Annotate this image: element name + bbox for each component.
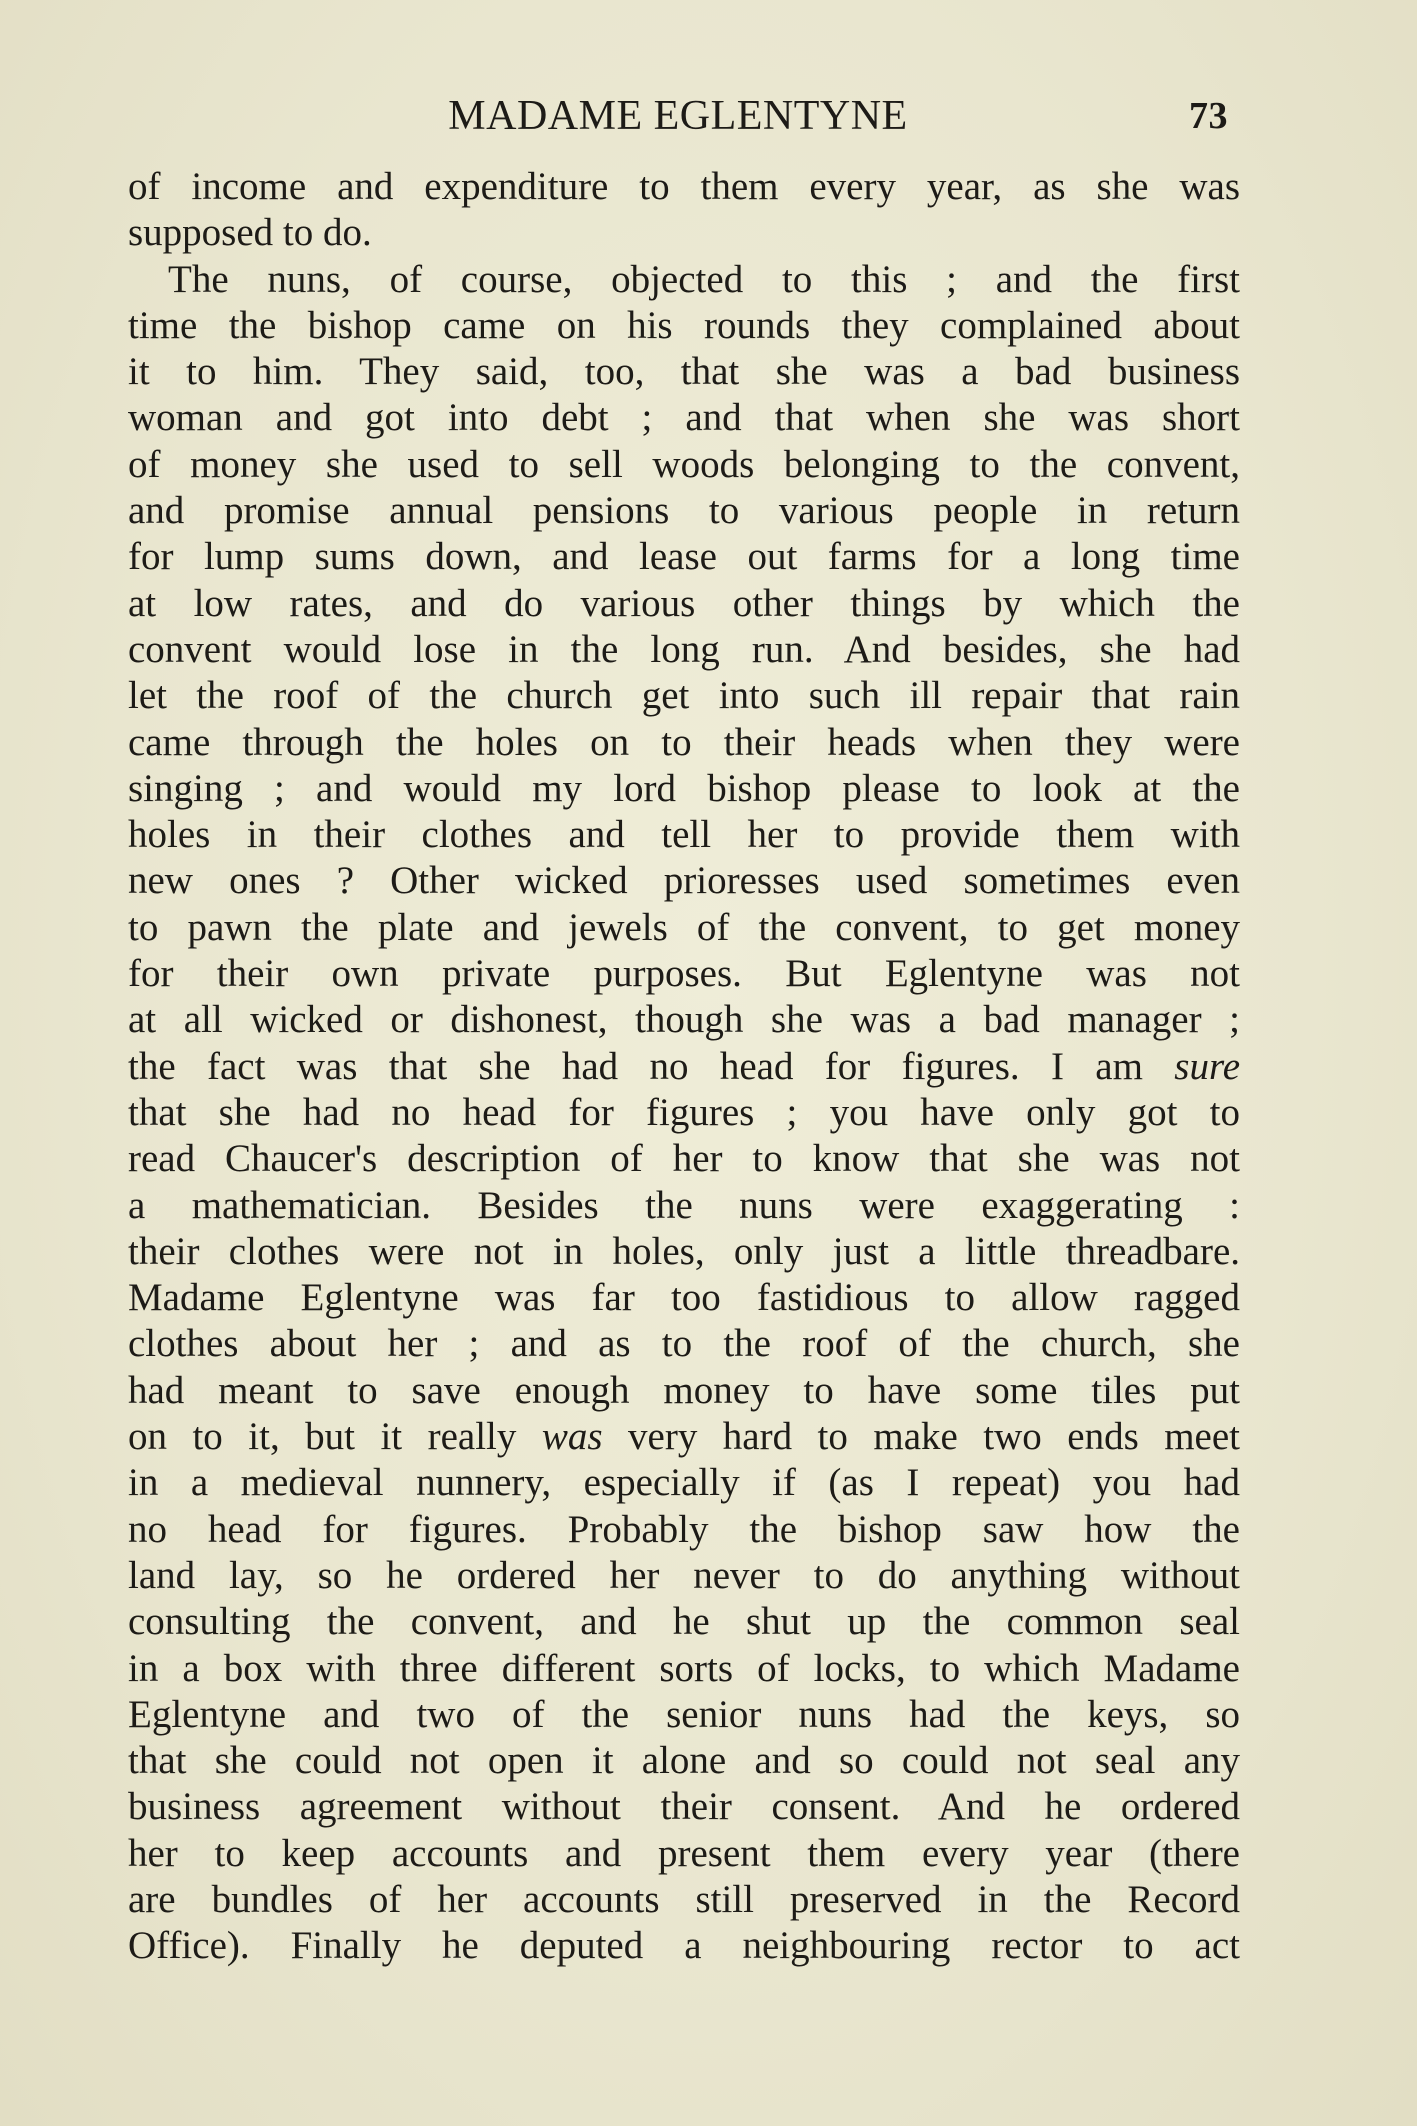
emphasized-word: sure [1174, 1044, 1240, 1088]
text-line: had meant to save enough money to have some tiles put [128, 1368, 1240, 1412]
text-segment: the fact was that she had no head for figures. I am [128, 1044, 1143, 1088]
text-line: are bundles of her accounts still preserved in the Record [128, 1877, 1240, 1921]
text-line: of money she used to sell woods belonging to the convent, [128, 442, 1240, 486]
text-line: to pawn the plate and jewels of the convent, to get money [128, 905, 1240, 949]
running-title: MADAME EGLENTYNE [448, 93, 908, 139]
text-line: for lump sums down, and lease out farms for a long time [128, 535, 1240, 579]
text-line: of income and expenditure to them every year, as she was [128, 165, 1240, 208]
text-line: clothes about her ; and as to the roof of the church, she [128, 1322, 1240, 1366]
text-line: her to keep accounts and present them every year (there [128, 1831, 1240, 1875]
text-line: consulting the convent, and he shut up the common seal [128, 1600, 1240, 1644]
text-line: that she could not open it alone and so could not seal any [128, 1739, 1240, 1783]
text-line: at low rates, and do various other things by which the [128, 581, 1240, 625]
text-segment: on to it, but it really [128, 1415, 517, 1459]
text-line: no head for figures. Probably the bishop saw how the [128, 1507, 1240, 1551]
emphasized-word: was [541, 1415, 603, 1459]
text-line: let the roof of the church get into such ill repair that rain [128, 674, 1240, 718]
text-line: holes in their clothes and tell her to provide them with [128, 813, 1240, 857]
text-line: land lay, so he ordered her never to do anything without [128, 1553, 1240, 1597]
text-line: The nuns, of course, objected to this ; and the first [168, 257, 1240, 301]
text-line [128, 1044, 1240, 1090]
text-line: Madame Eglentyne was far too fastidious to allow ragged [128, 1276, 1240, 1320]
text-line: business agreement without their consent. And he ordered [128, 1785, 1240, 1829]
page-number: 73 [1189, 95, 1228, 137]
text-line: convent would lose in the long run. And besides, she had [128, 627, 1240, 671]
text-line: read Chaucer's description of her to know that she was not [128, 1137, 1240, 1181]
text-line [128, 1414, 1240, 1460]
text-line: new ones ? Other wicked prioresses used sometimes even [128, 859, 1240, 903]
text-line: Office). Finally he deputed a neighbouring rector to act [128, 1924, 1240, 1968]
running-head [128, 88, 1228, 144]
text-line: that she had no head for figures ; you have only got to [128, 1090, 1240, 1134]
text-line: singing ; and would my lord bishop please to look at the [128, 766, 1240, 810]
text-line: came through the holes on to their heads when they were [128, 720, 1240, 764]
text-line: Eglentyne and two of the senior nuns had the keys, so [128, 1692, 1240, 1736]
text-line: a mathematician. Besides the nuns were exaggerating : [128, 1183, 1240, 1227]
text-line: time the bishop came on his rounds they complained about [128, 303, 1240, 347]
text-line: woman and got into debt ; and that when she was short [128, 396, 1240, 440]
text-line: in a medieval nunnery, especially if (as I repeat) you had [128, 1461, 1240, 1505]
body-text [128, 164, 1240, 1970]
text-line: and promise annual pensions to various people in return [128, 489, 1240, 533]
text-line: at all wicked or dishonest, though she was a bad manager ; [128, 998, 1240, 1042]
text-line: their clothes were not in holes, only just a little threadbare. [128, 1229, 1240, 1273]
text-line: it to him. They said, too, that she was a bad business [128, 350, 1240, 394]
text-line: supposed to do. [128, 211, 372, 255]
text-line: in a box with three different sorts of locks, to which Madame [128, 1646, 1240, 1690]
text-segment: very hard to make two ends meet [628, 1415, 1240, 1459]
text-line: for their own private purposes. But Eglentyne was not [128, 952, 1240, 996]
